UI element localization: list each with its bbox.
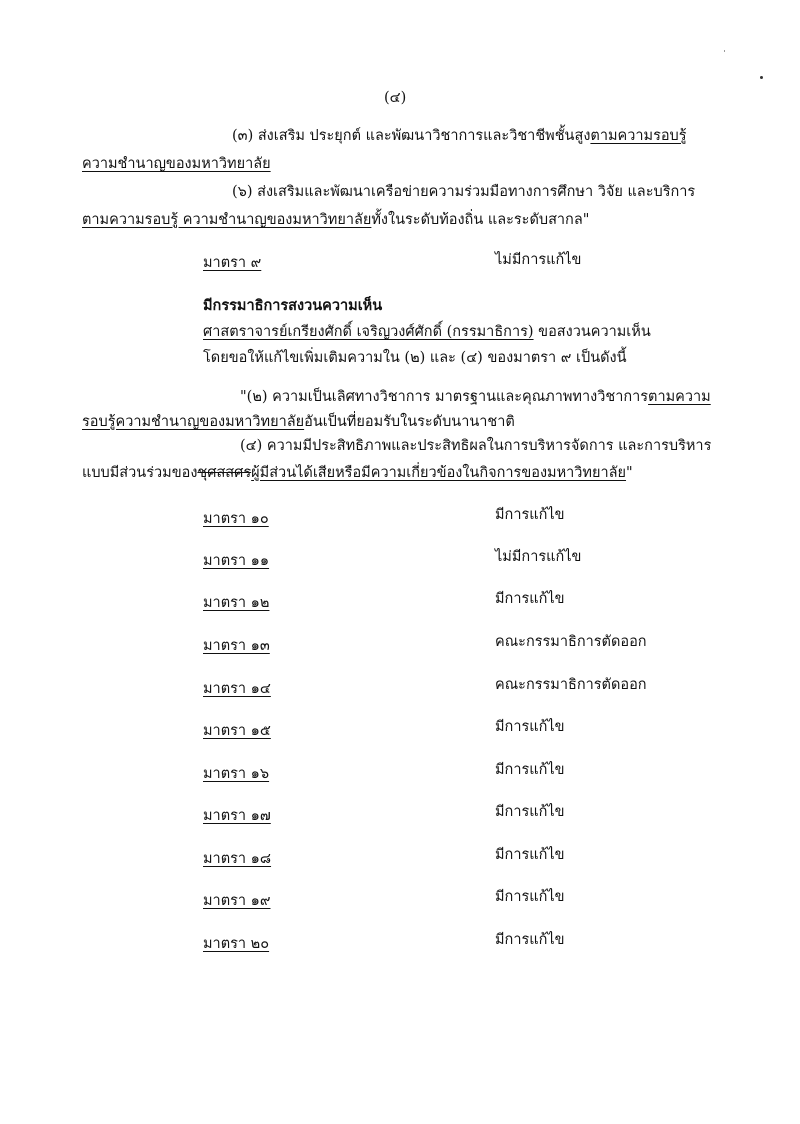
section-status: มีการแก้ไข xyxy=(495,804,565,820)
amend-4-end: " xyxy=(626,465,633,481)
scan-speck xyxy=(760,76,763,79)
reservation-text: ขอสงวนความเห็น xyxy=(533,324,651,340)
reservation-member: ศาสตราจารย์เกรียงศักดิ์ เจริญวงศ์ศักดิ์ (กรรมาธิการ) xyxy=(203,324,534,340)
clause-3-text: (๓) ส่งเสริม ประยุกต์ และพัฒนาวิชาการและวิชาชีพชั้นสูง xyxy=(232,128,591,144)
section-status: มีการแก้ไข xyxy=(495,889,565,905)
amend-2-text: "(๒) ความเป็นเลิศทางวิชาการ มาตรฐานและคุณภาพทางวิชาการ xyxy=(240,389,649,405)
section-label: มาตรา ๑๔ xyxy=(203,681,271,697)
section-label: มาตรา ๑๕ xyxy=(203,723,271,739)
amend-4-struck: ชุศสสศร xyxy=(197,465,252,481)
section-9-status: ไม่มีการแก้ไข xyxy=(495,252,582,268)
section-status: มีการแก้ไข xyxy=(495,507,565,523)
section-label: มาตรา ๑๐ xyxy=(203,511,269,527)
section-status: มีการแก้ไข xyxy=(495,847,565,863)
section-label: มาตรา ๑๓ xyxy=(203,638,270,654)
reservation-heading: มีกรรมาธิการสงวนความเห็น xyxy=(203,297,383,314)
scan-speck xyxy=(724,50,725,52)
section-label: มาตรา ๑๖ xyxy=(203,766,270,782)
section-9-label: มาตรา ๙ xyxy=(203,255,262,271)
section-status: มีการแก้ไข xyxy=(495,932,565,948)
reservation-line-2: โดยขอให้แก้ไขเพิ่มเติมความใน (๒) และ (๔) ของมาตรา ๙ เป็นดังนี้ xyxy=(203,350,627,366)
amend-4-line-2 xyxy=(82,463,633,483)
section-status: มีการแก้ไข xyxy=(495,719,565,735)
section-status: มีการแก้ไข xyxy=(495,762,565,778)
section-label: มาตรา ๑๒ xyxy=(203,595,270,611)
section-label: มาตรา ๑๘ xyxy=(203,851,272,867)
section-label: มาตรา ๑๙ xyxy=(203,893,271,909)
section-status: ไม่มีการแก้ไข xyxy=(495,549,582,565)
amend-2-line-1 xyxy=(240,387,711,407)
amend-4-underlined: ผู้มีส่วนได้เสียหรือมีความเกี่ยวข้องในกิจการของมหาวิทยาลัย xyxy=(251,465,627,481)
clause-3-line-1 xyxy=(232,126,687,146)
amend-2-text-2: อันเป็นที่ยอมรับในระดับนานาชาติ xyxy=(304,414,515,430)
section-status: คณะกรรมาธิการตัดออก xyxy=(495,634,647,650)
amend-2-underlined: ตามความ xyxy=(648,389,711,405)
amend-2-line-2 xyxy=(82,412,515,432)
clause-6-line-1: (๖) ส่งเสริมและพัฒนาเครือข่ายความร่วมมือทางการศึกษา วิจัย และบริการ xyxy=(232,184,696,200)
section-label: มาตรา ๑๑ xyxy=(203,553,270,569)
amend-4-line-1: (๔) ความมีประสิทธิภาพและประสิทธิผลในการบริหารจัดการ และการบริหาร xyxy=(240,438,712,454)
clause-6-text: ทั้งในระดับท้องถิ่น และระดับสากล" xyxy=(371,212,590,228)
amend-2-underlined-2: รอบรู้ความชำนาญของมหาวิทยาลัย xyxy=(82,414,305,430)
section-label: มาตรา ๑๗ xyxy=(203,808,271,824)
clause-6-line-2 xyxy=(82,210,589,230)
section-label: มาตรา ๒๐ xyxy=(203,936,270,952)
clause-6-underlined: ตามความรอบรู้ ความชำนาญของมหาวิทยาลัย xyxy=(82,212,372,228)
clause-3-underlined: ตามความรอบรู้ xyxy=(590,128,687,144)
section-status: คณะกรรมาธิการตัดออก xyxy=(495,677,647,693)
amend-4-text: แบบมีส่วนร่วมของ xyxy=(82,465,198,481)
reservation-line-1 xyxy=(203,322,651,342)
page-number: (๔) xyxy=(384,90,407,106)
clause-3-line-2: ความชำนาญของมหาวิทยาลัย xyxy=(82,156,271,172)
section-status: มีการแก้ไข xyxy=(495,591,565,607)
